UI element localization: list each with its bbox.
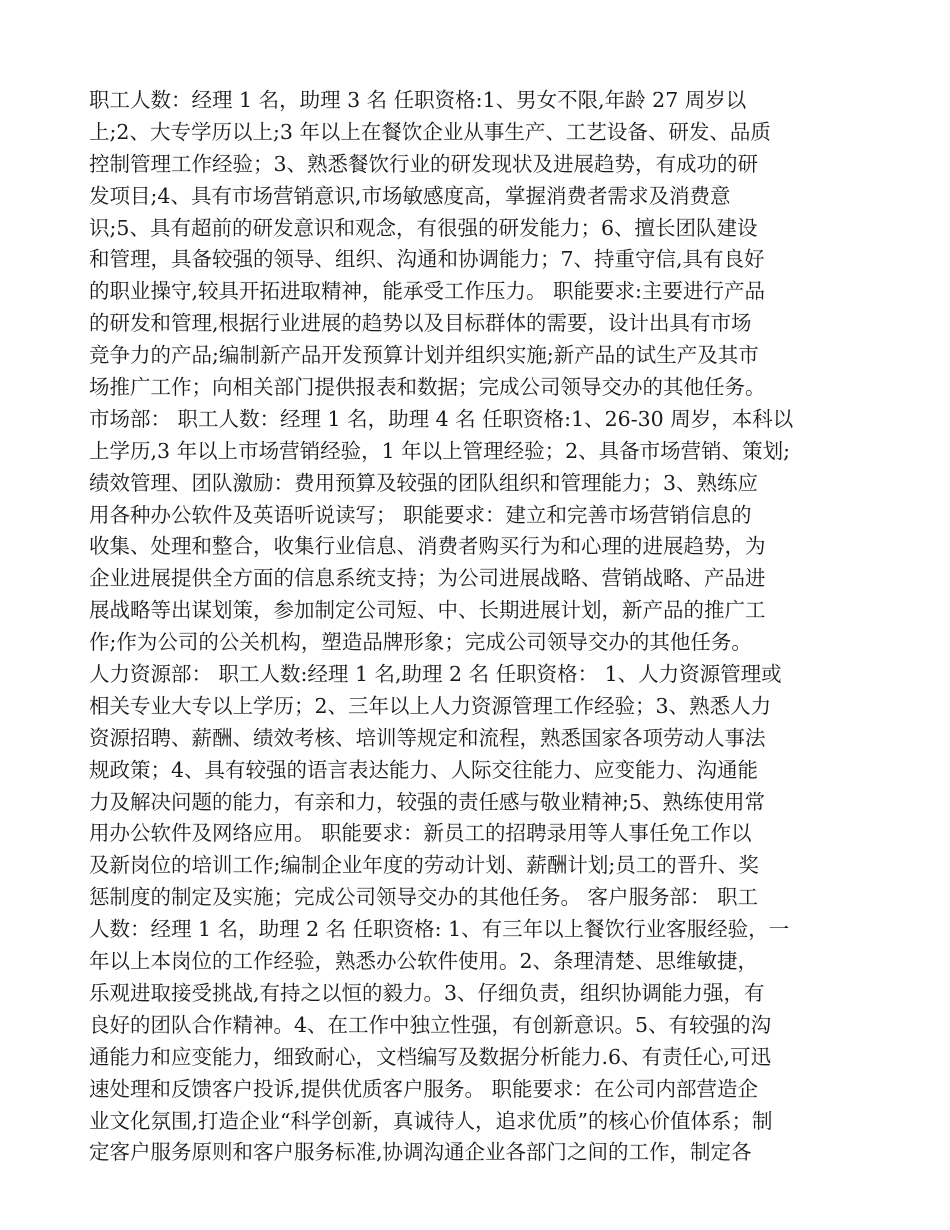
text-line: 发项目;4、具有市场营销意识,市场敏感度高，掌握消费者需求及消费意 — [89, 183, 731, 208]
text-line: 作;作为公司的公关机构，塑造品牌形象；完成公司领导交办的其他任务。 — [89, 630, 752, 655]
text-line: 企业进展提供全方面的信息系统支持；为公司进展战略、营销战略、产品进 — [89, 566, 766, 591]
text-line: 收集、处理和整合，收集行业信息、消费者购买行为和心理的进展趋势，为 — [89, 534, 766, 559]
text-line: 上;2、大专学历以上;3 年以上在餐饮企业从事生产、工艺设备、研发、品质 — [89, 119, 771, 144]
text-line: 和管理，具备较强的领导、组织、沟通和协调能力；7、持重守信,具有良好 — [89, 247, 765, 272]
text-line: 的职业操守,较具开拓进取精神，能承受工作压力。 职能要求:主要进行产品 — [89, 279, 765, 304]
text-line: 规政策；4、具有较强的语言表达能力、人际交往能力、应变能力、沟通能 — [89, 757, 759, 782]
text-line: 市场部： 职工人数：经理 1 名，助理 4 名 任职资格:1、26-30 周岁，本科以 — [89, 406, 794, 431]
text-line: 及新岗位的培训工作;编制企业年度的劳动计划、薪酬计划;员工的晋升、奖 — [89, 853, 759, 878]
text-line: 速处理和反馈客户投诉,提供优质客户服务。 职能要求：在公司内部营造企 — [89, 1076, 759, 1101]
text-line: 良好的团队合作精神。4、在工作中独立性强，有创新意识。5、有较强的沟 — [89, 1012, 772, 1037]
text-line: 业文化氛围,打造企业“科学创新，真诚待人，追求优质”的核心价值体系；制 — [89, 1108, 773, 1133]
text-line: 乐观进取接受挑战,有持之以恒的毅力。3、仔细负责，组织协调能力强，有 — [89, 980, 765, 1005]
text-line: 惩制度的制定及实施；完成公司领导交办的其他任务。 客户服务部： 职工 — [89, 885, 759, 910]
text-line: 定客户服务原则和客户服务标准,协调沟通企业各部门之间的工作，制定各 — [89, 1140, 752, 1165]
document-body-text — [89, 85, 869, 1169]
text-line: 职工人数：经理 1 名，助理 3 名 任职资格:1、男女不限,年龄 27 周岁以 — [89, 88, 747, 112]
text-line: 上学历,3 年以上市场营销经验，1 年以上管理经验；2、具备市场营销、策划; — [89, 438, 791, 463]
text-line: 展战略等出谋划策，参加制定公司短、中、长期进展计划，新产品的推广工 — [89, 598, 766, 623]
text-line: 识;5、具有超前的研发意识和观念，有很强的研发能力；6、擅长团队建设 — [89, 215, 758, 240]
text-line: 控制管理工作经验；3、熟悉餐饮行业的研发现状及进展趋势，有成功的研 — [89, 151, 759, 176]
text-line: 人力资源部： 职工人数:经理 1 名,助理 2 名 任职资格： 1、人力资源管理或 — [89, 662, 782, 687]
text-line: 用各种办公软件及英语听说读写； 职能要求：建立和完善市场营销信息的 — [89, 502, 752, 527]
text-line: 用办公软件及网络应用。 职能要求：新员工的招聘录用等人事任免工作以 — [89, 821, 752, 846]
text-line: 的研发和管理,根据行业进展的趋势以及目标群体的需要，设计出具有市场 — [89, 311, 752, 336]
text-line: 力及解决问题的能力，有亲和力，较强的责任感与敬业精神;5、熟练使用常 — [89, 789, 765, 814]
text-line: 年以上本岗位的工作经验，熟悉办公软件使用。2、条理清楚、思维敏捷， — [89, 949, 759, 974]
text-line: 竞争力的产品;编制新产品开发预算计划并组织实施;新产品的试生产及其市 — [89, 343, 759, 368]
text-line: 场推广工作；向相关部门提供报表和数据；完成公司领导交办的其他任务。 — [89, 375, 766, 400]
text-line: 资源招聘、薪酬、绩效考核、培训等规定和流程，熟悉国家各项劳动人事法 — [89, 725, 766, 750]
text-line: 通能力和应变能力，细致耐心，文档编写及数据分析能力.6、有责任心,可迅 — [89, 1044, 772, 1069]
text-line: 相关专业大专以上学历；2、三年以上人力资源管理工作经验；3、熟悉人力 — [89, 693, 772, 718]
text-line: 绩效管理、团队激励：费用预算及较强的团队组织和管理能力；3、熟练应 — [89, 470, 759, 495]
text-line: 人数：经理 1 名，助理 2 名 任职资格: 1、有三年以上餐饮行业客服经验，一 — [89, 917, 790, 942]
